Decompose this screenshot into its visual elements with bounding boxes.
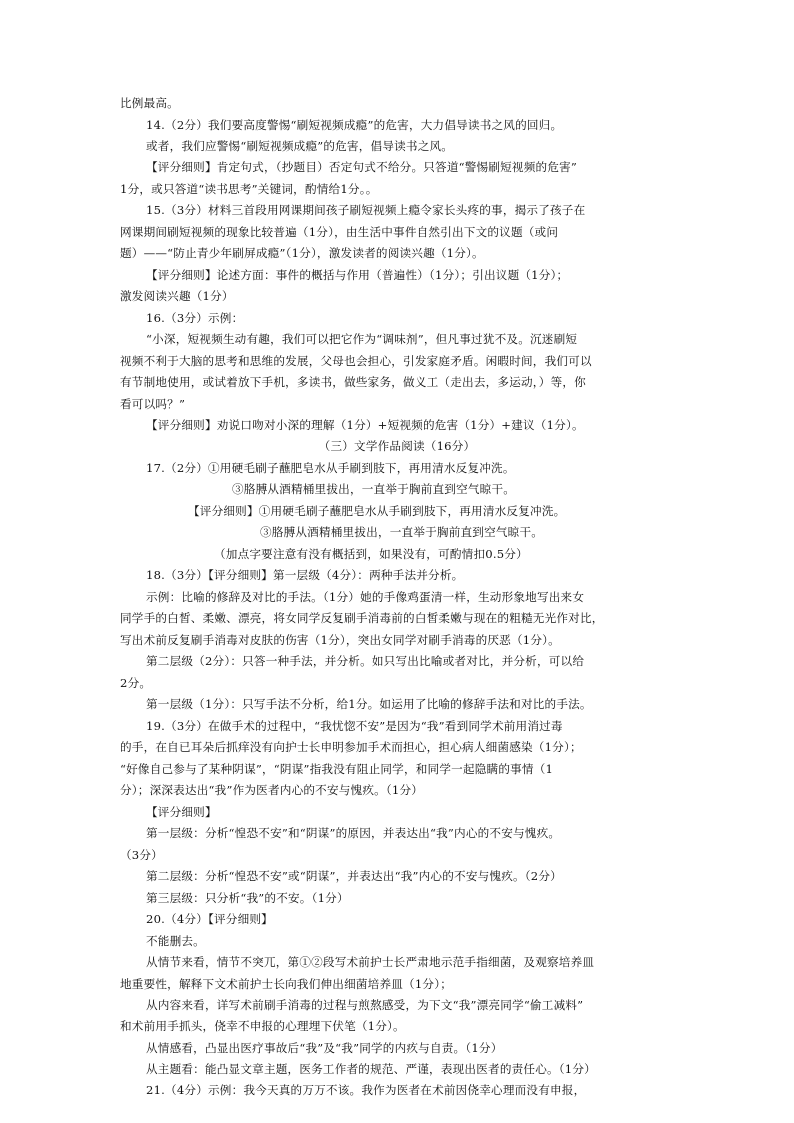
text-line: 第二层级：分析“惶恐不安”或“阴谋”，并表达出“我”内心的不安与愧疚。（2分）: [146, 869, 562, 883]
text-line: 地重要性，解释下文术前护士长向我们伸出细菌培养皿（1分）；: [120, 977, 453, 991]
text-line: 从情感看，凸显出医疗事故后“我”及“我”同学的内疚与自责。（1分）: [146, 1041, 503, 1055]
text-line: 同学手的白皙、柔嫩、漂亮，将女同学反复刷手消毒前的白皙柔嫩与现在的粗糙无光作对比，: [120, 611, 604, 625]
text-line: 第三层级：只分析“我”的不安。（1分）: [146, 891, 349, 905]
text-line: 从主题看：能凸显文章主题，医务工作者的规范、严谨，表现出医者的责任心。（1分）: [146, 1062, 596, 1076]
q14-answer: 14.（2分）我们要高度警惕“刷短视频成瘾”的危害，大力倡导读书之风的回归。: [146, 118, 563, 132]
text-line: 看可以吗？”: [120, 397, 186, 411]
text-line: 网课期间刷短视频的现象比较普遍（1分），由生活中事件自然引出下文的议题（或问: [120, 225, 559, 239]
q20-answer: 20.（4分）【评分细则】: [146, 912, 273, 926]
text-line: 写出术前反复刷手消毒对皮肤的伤害（1分），突出女同学对刷手消毒的厌恶（1分）。: [120, 633, 560, 647]
q21-answer: 21.（4分）示例：我今天真的万万不该。我作为医者在术前因侥幸心理而没有申报，: [146, 1083, 586, 1097]
scoring-rule: 【评分细则】论述方面：事件的概括与作用（普遍性）（1分）；引出议题（1分）；: [146, 268, 569, 282]
text-line: “好像自己参与了某种阴谋”，“阴谋”指我没有阻止同学，和同学一起隐瞒的事情（1: [120, 762, 554, 776]
q17-answer: 17.（2分）①用硬毛刷子蘸肥皂水从手刷到肢下，再用清水反复冲洗。: [146, 461, 515, 475]
text-line: 第一层级：分析“惶恐不安”和“阴谋”的原因，并表达出“我”内心的不安与愧疚。: [146, 826, 561, 840]
text-line: “小深，短视频生动有趣，我们可以把它作为“调味剂”，但凡事过犹不及。沉迷刷短: [146, 332, 578, 346]
text-line: （加点字要注意有没有概括到，如果没有，可酌情扣0.5分）: [214, 547, 528, 561]
text-line: ③胳膊从酒精桶里拔出，一直举于胸前直到空气晾干。: [260, 525, 544, 539]
text-line: 有节制地使用，或试着放下手机，多读书，做些家务，做义工（走出去，多运动，）等，你: [120, 375, 586, 389]
text-line: 激发阅读兴趣（1分）: [120, 289, 234, 303]
text-line: 分）；深深表达出“我”作为医者内心的不安与愧疚。（1分）: [120, 783, 424, 797]
text-line: 第二层级（2分）：只答一种手法，并分析。如只写出比喻或者对比，并分析，可以给: [146, 654, 585, 668]
text-line: 1分，或只答道“读书思考”关键词，酌情给1分。。: [120, 182, 378, 196]
text-line: 从内容来看，详写术前刷手消毒的过程与煎熬感受，为下文“我”漂亮同学“偷工减料”: [146, 998, 584, 1012]
q19-answer: 19.（3分）在做手术的过程中，“我忧惚不安”是因为“我”看到同学术前用消过毒: [146, 719, 563, 733]
text-line: 和术前用手抓头，侥幸不申报的心理埋下伏笔（1分）。: [120, 1019, 405, 1033]
scoring-rule: 【评分细则】①用硬毛刷子蘸肥皂水从手刷到肢下，再用清水反复冲洗。: [188, 504, 566, 518]
text-line: 示例：比喻的修辞及对比的手法。（1分）她的手像鸡蛋清一样，生动形象地写出来女: [146, 590, 585, 604]
text-line: 比例最高。: [120, 96, 179, 110]
text-line: 从情节来看，情节不突兀，第①②段写术前护士长严肃地示范手指细菌，及观察培养皿: [146, 955, 595, 969]
text-line: 第一层级（1分）：只写手法不分析，给1分。如运用了比喻的修辞手法和对比的手法。: [146, 697, 592, 711]
scoring-rule: 【评分细则】劝说口吻对小深的理解（1分）+短视频的危害（1分）+建议（1分）。: [146, 418, 584, 432]
text-line: ③胳膊从酒精桶里拔出，一直举于胸前直到空气晾干。: [232, 482, 516, 496]
text-line: 或者，我们应警惕“刷短视频成瘾”的危害，倡导读书之风。: [146, 139, 454, 153]
q15-answer: 15.（3分）材料三首段用网课期间孩子刷短视频上瘾令家长头疼的事，揭示了孩子在: [146, 203, 586, 217]
text-line: 题）——“防止青少年刷屏成瘾”（1分），激发读者的阅读兴趣（1分）。: [120, 246, 484, 260]
q16-answer: 16.（3分）示例：: [146, 311, 244, 325]
text-line: 2分。: [120, 676, 152, 690]
scoring-rule: 【评分细则】: [146, 805, 217, 819]
scoring-rule: 【评分细则】肯定句式，（抄题目）否定句式不给分。只答道“警惕刷短视频的危害”: [146, 160, 578, 174]
text-line: （3分）: [120, 848, 163, 862]
text-line: 视频不利于大脑的思考和思维的发展，父母也会担心，引发家庭矛盾。闲暇时间，我们可以: [120, 354, 592, 368]
q18-answer: 18.（3分）【评分细则】第一层级（4分）：两种手法并分析。: [146, 568, 464, 582]
text-line: 不能删去。: [146, 934, 205, 948]
text-line: 的手，在自已耳朵后抓痒没有向护士长申明参加手术而担心，担心病人细菌感染（1分）；: [120, 740, 582, 754]
section-heading: （三）文学作品阅读（16分）: [318, 439, 476, 453]
